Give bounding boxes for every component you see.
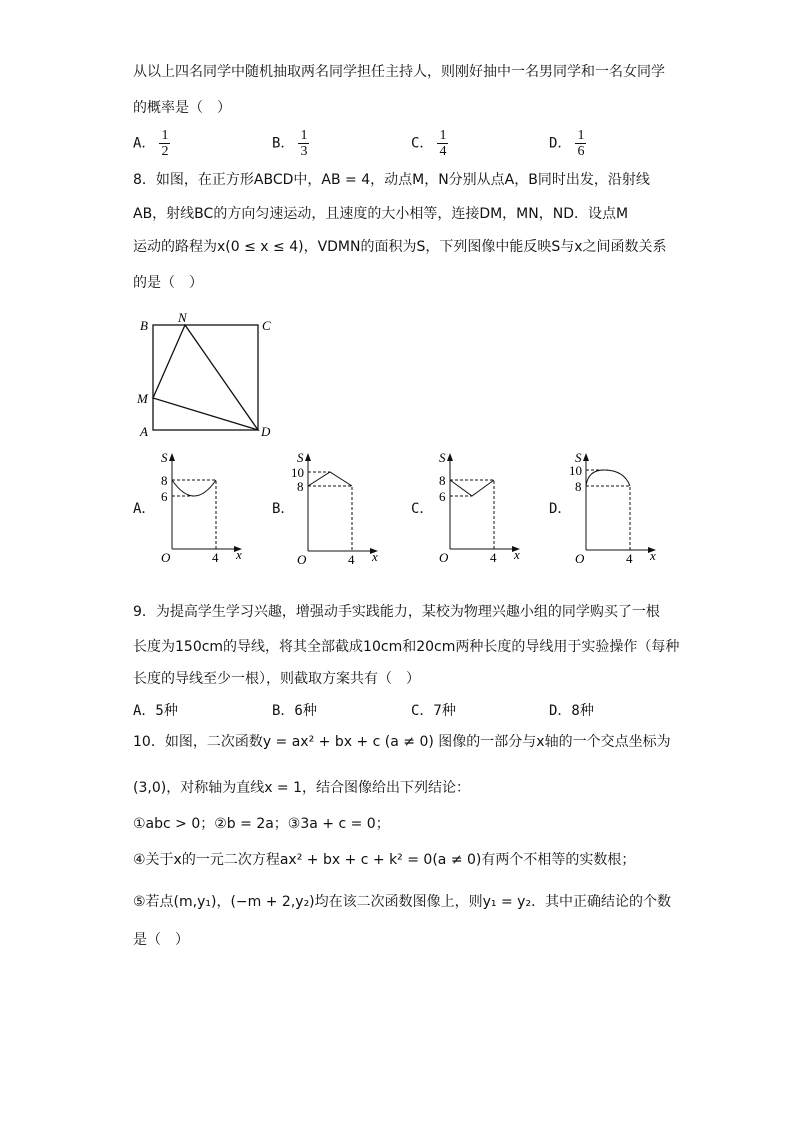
x-label: x <box>650 548 656 563</box>
denominator: 6 <box>577 144 585 159</box>
q7-option-d[interactable] <box>549 128 586 159</box>
q8-option-b-label[interactable]: B． <box>272 501 295 517</box>
curve <box>586 470 630 486</box>
label-c: C <box>262 318 271 333</box>
q8-text-line4: 的是（ ） <box>133 275 203 291</box>
numerator: 1 <box>577 128 585 143</box>
x-label: x <box>372 549 378 564</box>
label-m: M <box>137 391 148 406</box>
guide-lines <box>172 480 216 549</box>
y-label: S <box>575 450 582 465</box>
q8-graph-a[interactable] <box>152 450 262 568</box>
q9-option-a[interactable]: A．5种 <box>133 703 178 719</box>
option-label: A． <box>133 135 156 152</box>
y-tick: 8 <box>161 473 168 488</box>
y-tick: 10 <box>569 463 582 478</box>
y-arrow-icon <box>169 453 175 461</box>
y-tick: 8 <box>439 473 446 488</box>
q7-option-a[interactable] <box>133 128 170 159</box>
origin-label: O <box>439 550 449 565</box>
q8-graph-c[interactable] <box>430 450 540 568</box>
option-label: C． <box>411 135 434 152</box>
y-label: S <box>439 450 446 465</box>
fraction <box>437 128 448 159</box>
square-figure <box>130 305 280 445</box>
q8-option-a-label[interactable]: A． <box>133 501 156 517</box>
fraction <box>575 128 586 159</box>
guide-lines <box>586 470 630 550</box>
q7-text-line1: 从以上四名同学中随机抽取两名同学担任主持人，则刚好抽中一名男同学和一名女同学 <box>133 64 665 80</box>
q9-option-b[interactable]: B．6种 <box>272 703 317 719</box>
q8-text-line2: AB，射线BC的方向匀速运动，且速度的大小相等，连接DM，MN，ND．设点M <box>133 206 629 222</box>
y-arrow-icon <box>583 453 589 461</box>
denominator: 4 <box>439 144 447 159</box>
fraction <box>159 128 170 159</box>
q8-graph-b[interactable] <box>288 450 398 568</box>
x-label: x <box>236 547 242 562</box>
q10-text-line1: 10．如图，二次函数y = ax² + bx + c (a ≠ 0) 图像的一部分与x轴的一个交点坐标为 <box>133 734 671 750</box>
denominator: 3 <box>300 144 308 159</box>
fraction <box>298 128 309 159</box>
q10-text-line5: ⑤若点(m,y₁)，(−m + 2,y₂)均在该二次函数图像上，则y₁ = y₂．其中正确结论的个数 <box>133 894 672 910</box>
q10-text-line2: (3,0)，对称轴为直线x = 1，结合图像给出下列结论： <box>133 780 471 796</box>
q7-text-line2: 的概率是（ ） <box>133 100 231 116</box>
origin-label: O <box>575 551 585 566</box>
x-tick: 4 <box>490 550 497 565</box>
q9-option-c[interactable]: C．7种 <box>411 703 456 719</box>
q7-option-b[interactable] <box>272 128 309 159</box>
label-d: D <box>261 424 271 439</box>
guide-lines <box>450 480 494 549</box>
y-label: S <box>161 450 168 465</box>
curve <box>172 480 216 496</box>
origin-label: O <box>161 550 171 565</box>
x-tick: 4 <box>348 552 355 567</box>
label-n: N <box>178 310 187 325</box>
q9-text-line2: 长度为150cm的导线，将其全部截成10cm和20cm两种长度的导线用于实验操作（每种 <box>133 639 680 655</box>
numerator: 1 <box>300 128 308 143</box>
q9-text-line1: 9．为提高学生学习兴趣，增强动手实践能力，某校为物理兴趣小组的同学购买了一根 <box>133 604 660 620</box>
x-tick: 4 <box>212 550 219 565</box>
label-a: A <box>140 424 148 439</box>
y-arrow-icon <box>447 453 453 461</box>
option-label: D． <box>549 135 572 152</box>
denominator: 2 <box>161 144 169 159</box>
y-tick: 6 <box>161 489 168 504</box>
x-tick: 4 <box>626 551 633 566</box>
y-tick: 8 <box>575 479 582 494</box>
guide-lines <box>308 472 352 551</box>
numerator: 1 <box>161 128 169 143</box>
y-tick: 6 <box>439 489 446 504</box>
y-label: S <box>297 450 304 465</box>
x-label: x <box>514 547 520 562</box>
curve <box>308 472 352 486</box>
q10-text-line6: 是（ ） <box>133 932 189 948</box>
y-tick: 10 <box>291 465 304 480</box>
q8-option-c-label[interactable]: C． <box>411 501 434 517</box>
q7-option-c[interactable] <box>411 128 448 159</box>
origin-label: O <box>297 552 307 567</box>
y-tick: 8 <box>297 479 304 494</box>
curve <box>450 480 494 496</box>
q10-text-line3: ①abc > 0；②b = 2a；③3a + c = 0； <box>133 816 390 832</box>
triangle-dmn <box>153 325 258 430</box>
option-label: B． <box>272 135 295 152</box>
label-b: B <box>140 318 148 333</box>
q10-text-line4: ④关于x的一元二次方程ax² + bx + c + k² = 0(a ≠ 0)有两个不相等的实数根； <box>133 852 636 868</box>
q8-text-line1: 8．如图，在正方形ABCD中，AB = 4，动点M，N分别从点A，B同时出发，沿射线 <box>133 172 650 188</box>
q9-text-line3: 长度的导线至少一根），则截取方案共有（ ） <box>133 671 420 687</box>
q8-option-d-label[interactable]: D． <box>549 501 572 517</box>
q8-graph-d[interactable] <box>566 450 676 568</box>
q9-option-d[interactable]: D．8种 <box>549 703 594 719</box>
y-arrow-icon <box>305 453 311 461</box>
q8-text-line3: 运动的路程为x(0 ≤ x ≤ 4)，VDMN的面积为S，下列图像中能反映S与x之间函数关系 <box>133 239 667 255</box>
numerator: 1 <box>439 128 447 143</box>
